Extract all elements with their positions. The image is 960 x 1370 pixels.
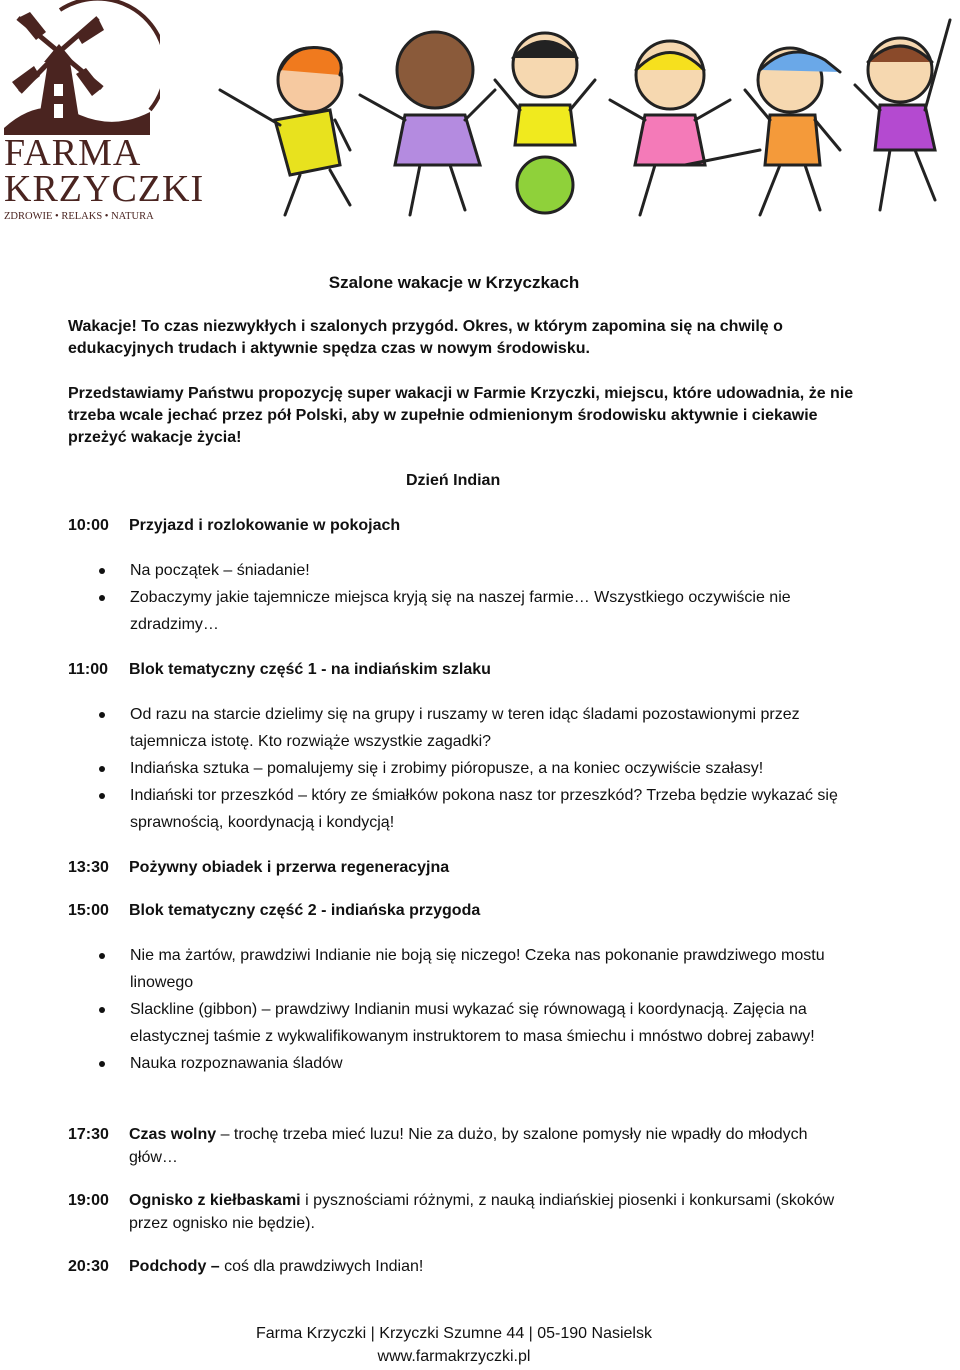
windmill-logo-icon <box>0 0 160 135</box>
logo-name-line1: FARMA <box>4 132 142 174</box>
schedule-text <box>129 1255 849 1278</box>
schedule-title: Podchody – <box>129 1258 220 1275</box>
schedule-title: Blok tematyczny część 2 - indiańska przygoda <box>129 902 481 919</box>
list-item: Nauka rozpoznawania śladów <box>68 1050 848 1077</box>
schedule-text <box>129 1123 849 1169</box>
schedule-time: 19:00 <box>68 1192 109 1209</box>
schedule-title: Ognisko z kiełbaskami <box>129 1192 301 1209</box>
logo-tagline: ZDROWIE • RELAKS • NATURA <box>4 211 154 222</box>
schedule-text <box>129 1189 849 1235</box>
day-title: Dzień Indian <box>406 472 501 489</box>
farm-logo <box>0 0 205 230</box>
intro-paragraph-2: Przedstawiamy Państwu propozycję super wakacji w Farmie Krzyczki, miejscu, które udowadnia, że nie trzeba wcale jechać przez pół Polski, aby w zupełnie odmienionym środowisku aktywnie i ciekawie przeżyć wakacje życia! <box>68 385 854 446</box>
list-item: Indiański tor przeszkód – który ze śmiałków pokona nasz tor przeszkód? Trzeba będzie wykazać się sprawnością, koordynacją i kondycją! <box>68 782 848 836</box>
schedule-title: Przyjazd i rozlokowanie w pokojach <box>129 517 401 534</box>
schedule-time: 11:00 <box>68 661 109 678</box>
list-item: Slackline (gibbon) – prawdziwy Indianin musi wykazać się równowagą i koordynacją. Zajęcia na elastycznej taśmie z wykwalifikowanym instruktorem to masa śmiechu i mnóstwo dobrej zabawy! <box>68 996 848 1050</box>
schedule-time: 13:30 <box>68 859 109 876</box>
schedule-description: coś dla prawdziwych Indian! <box>219 1258 424 1275</box>
footer-address: Farma Krzyczki | Krzyczki Szumne 44 | 05-190 Nasielsk <box>256 1325 652 1342</box>
page-title: Szalone wakacje w Krzyczkach <box>328 273 580 292</box>
schedule-description: – trochę trzeba mieć luzu! Nie za dużo, by szalone pomysły nie wpadły do młodych głów… <box>129 1126 808 1166</box>
bullet-list-1000 <box>68 557 848 638</box>
schedule-time: 15:00 <box>68 902 109 919</box>
schedule-time: 10:00 <box>68 517 109 534</box>
schedule-time: 20:30 <box>68 1258 109 1275</box>
schedule-time: 17:30 <box>68 1126 109 1143</box>
schedule-title: Blok tematyczny część 1 - na indiańskim szlaku <box>129 661 491 678</box>
list-item: Indiańska sztuka – pomalujemy się i zrobimy pióropusze, a na koniec oczywiście szałasy! <box>68 755 848 782</box>
kids-illustration-icon <box>200 0 960 225</box>
schedule-title: Pożywny obiadek i przerwa regeneracyjna <box>129 859 450 876</box>
footer-website-link[interactable]: www.farmakrzyczki.pl <box>377 1348 531 1365</box>
logo-name-line2: KRZYCZKI <box>4 168 205 210</box>
list-item: Od razu na starcie dzielimy się na grupy i ruszamy w teren idąc śladami pozostawionymi przez tajemnicza istotę. Kto rozwiąże wszystkie zagadki? <box>68 701 848 755</box>
schedule-title: Czas wolny <box>129 1126 217 1143</box>
list-item: Nie ma żartów, prawdziwi Indianie nie boją się niczego! Czeka nas pokonanie prawdziwego mostu linowego <box>68 942 848 996</box>
bullet-list-1100 <box>68 701 848 836</box>
bullet-list-1500 <box>68 942 848 1077</box>
list-item: Na początek – śniadanie! <box>68 557 848 584</box>
list-item: Zobaczymy jakie tajemnicze miejsca kryją się na naszej farmie… Wszystkiego oczywiście nie zdradzimy… <box>68 584 848 638</box>
intro-paragraph-1: Wakacje! To czas niezwykłych i szalonych przygód. Okres, w którym zapomina się na chwilę o edukacyjnych trudach i aktywnie spędza czas w nowym środowisku. <box>68 318 783 357</box>
schedule-description: i pysznościami różnymi, z nauką indiańskiej piosenki i konkursami (skoków przez ognisko nie będzie). <box>129 1192 835 1232</box>
